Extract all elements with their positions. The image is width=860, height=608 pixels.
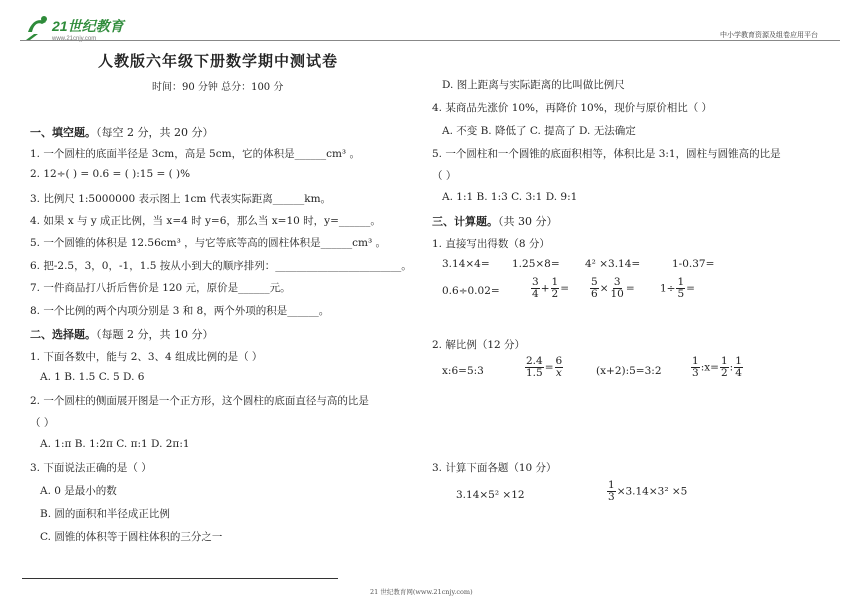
s3-part-1: 1. 直接写出得数（8 分） bbox=[432, 238, 550, 250]
s3-p1-g: $\frac{5}{6}$ × $\frac{3}{10}$ = bbox=[591, 276, 635, 301]
logo-url: www.21cnjy.com bbox=[52, 36, 97, 42]
fraction: $\frac{2.4}{1.5}$ bbox=[526, 355, 543, 380]
s2-question-3-option-c: C. 圆锥的体积等于圆柱体积的三分之一 bbox=[40, 531, 223, 543]
s3-p1-b: 1.25×8= bbox=[512, 258, 560, 270]
section3-note: （共 30 分） bbox=[498, 215, 558, 228]
header-divider bbox=[20, 40, 840, 41]
s1-question-6: 6. 把-2.5，3，0，-1，1.5 按从小到大的顺序排列：________________________。 bbox=[30, 260, 412, 272]
section2-note: （每题 2 分，共 10 分） bbox=[96, 328, 214, 341]
s2-question-5-options: A. 1:1 B. 1:3 C. 3:1 D. 9:1 bbox=[442, 191, 578, 203]
s3-p2-d: $\frac{1}{3}$ :x= $\frac{1}{2}$ : $\frac{1}{4}$ bbox=[692, 355, 742, 380]
s3-p2-b: $\frac{2.4}{1.5}$ = $\frac{6}{x}$ bbox=[526, 355, 563, 380]
footer-divider bbox=[22, 578, 338, 579]
s3-p3-a: 3.14×5² ×12 bbox=[456, 489, 525, 501]
s2-question-2-paren: （ ） bbox=[30, 417, 55, 429]
s2-question-4: 4. 某商品先涨价 10%，再降价 10%，现价与原价相比（ ） bbox=[432, 102, 713, 114]
s1-question-3: 3. 比例尺 1:5000000 表示图上 1cm 代表实际距离______km。 bbox=[30, 193, 332, 205]
s3-p1-c: 4² ×3.14= bbox=[585, 258, 641, 270]
s3-p1-d: 1-0.37= bbox=[672, 258, 715, 270]
s2-question-4-options: A. 不变 B. 降低了 C. 提高了 D. 无法确定 bbox=[442, 125, 636, 137]
section3-title: 三、计算题。 bbox=[432, 215, 498, 228]
section1-title: 一、填空题。 bbox=[30, 126, 96, 139]
section2-heading bbox=[30, 326, 213, 342]
s1-question-1: 1. 一个圆柱的底面半径是 3cm，高是 5cm，它的体积是______cm³ 。 bbox=[30, 148, 360, 160]
s2-question-2-options: A. 1:π B. 1:2π C. π:1 D. 2π:1 bbox=[40, 438, 190, 450]
s3-part-3: 3. 计算下面各题（10 分） bbox=[432, 462, 557, 474]
footer-text: 21 世纪教育网(www.21cnjy.com) bbox=[370, 588, 473, 596]
page-title: 人教版六年级下册数学期中测试卷 bbox=[98, 52, 339, 70]
fraction: $\frac{5}{6}$ bbox=[591, 276, 598, 301]
s1-question-7: 7. 一件商品打八折后售价是 120 元，原价是______元。 bbox=[30, 282, 291, 294]
fraction: $\frac{3}{10}$ bbox=[610, 276, 624, 301]
section1-note: （每空 2 分，共 20 分） bbox=[96, 126, 214, 139]
s1-question-5: 5. 一个圆锥的体积是 12.56cm³ ，与它等底等高的圆柱体积是______cm³ 。 bbox=[30, 237, 387, 249]
s2-question-3: 3. 下面说法正确的是（ ） bbox=[30, 462, 152, 474]
s2-question-1-options: A. 1 B. 1.5 C. 5 D. 6 bbox=[40, 371, 145, 383]
s1-question-8: 8. 一个比例的两个内项分别是 3 和 8，两个外项的积是______。 bbox=[30, 305, 330, 317]
header-platform-text: 中小学教育资源及组卷应用平台 bbox=[720, 31, 818, 39]
s2-question-5-paren: （ ） bbox=[432, 170, 457, 182]
fraction: $\frac{1}{2}$ bbox=[551, 276, 559, 301]
fraction: $\frac{1}{2}$ bbox=[720, 355, 728, 380]
section2-title: 二、选择题。 bbox=[30, 328, 96, 341]
s3-p1-e: 0.6÷0.02= bbox=[442, 285, 500, 297]
fraction: $\frac{1}{4}$ bbox=[735, 355, 742, 380]
fraction: $\frac{3}{4}$ bbox=[532, 276, 539, 301]
section1-heading bbox=[30, 124, 213, 140]
s2-question-3-option-a: A. 0 是最小的数 bbox=[40, 485, 117, 497]
section3-heading bbox=[432, 213, 558, 229]
s3-p2-a: x:6=5:3 bbox=[442, 365, 484, 377]
s1-question-4: 4. 如果 x 与 y 成正比例，当 x=4 时 y=6，那么当 x=10 时，y=______。 bbox=[30, 215, 381, 227]
s3-p1-a: 3.14×4= bbox=[442, 258, 490, 270]
fraction: $\frac{1}{3}$ bbox=[608, 479, 615, 504]
s2-question-3-option-b: B. 圆的面积和半径成正比例 bbox=[40, 508, 170, 520]
s3-part-2: 2. 解比例（12 分） bbox=[432, 339, 526, 351]
s3-p1-h: 1÷ $\frac{1}{5}$ = bbox=[660, 276, 695, 301]
s3-p2-c: (x+2):5=3:2 bbox=[596, 365, 662, 377]
page-subtitle: 时间：90 分钟 总分：100 分 bbox=[152, 82, 284, 93]
s2-question-3-option-d: D. 图上距离与实际距离的比叫做比例尺 bbox=[442, 79, 625, 91]
s2-question-5: 5. 一个圆柱和一个圆锥的底面积相等，体积比是 3:1，圆柱与圆锥高的比是 bbox=[432, 148, 781, 160]
fraction: $\frac{6}{x}$ bbox=[555, 355, 563, 380]
s2-question-1: 1. 下面各数中，能与 2、3、4 组成比例的是（ ） bbox=[30, 351, 263, 363]
s2-question-2: 2. 一个圆柱的侧面展开图是一个正方形，这个圆柱的底面直径与高的比是 bbox=[30, 395, 369, 407]
s3-p1-f: $\frac{3}{4}$ + $\frac{1}{2}$ = bbox=[532, 276, 569, 301]
s3-p3-b: $\frac{1}{3}$ ×3.14×3² ×5 bbox=[608, 479, 688, 504]
fraction: $\frac{1}{3}$ bbox=[692, 355, 699, 380]
logo-text: 21世纪教育 bbox=[52, 18, 124, 34]
s1-question-2: 2. 12÷( ) = 0.6 = ( ):15 = ( )% bbox=[30, 168, 191, 180]
fraction: $\frac{1}{5}$ bbox=[677, 276, 685, 301]
